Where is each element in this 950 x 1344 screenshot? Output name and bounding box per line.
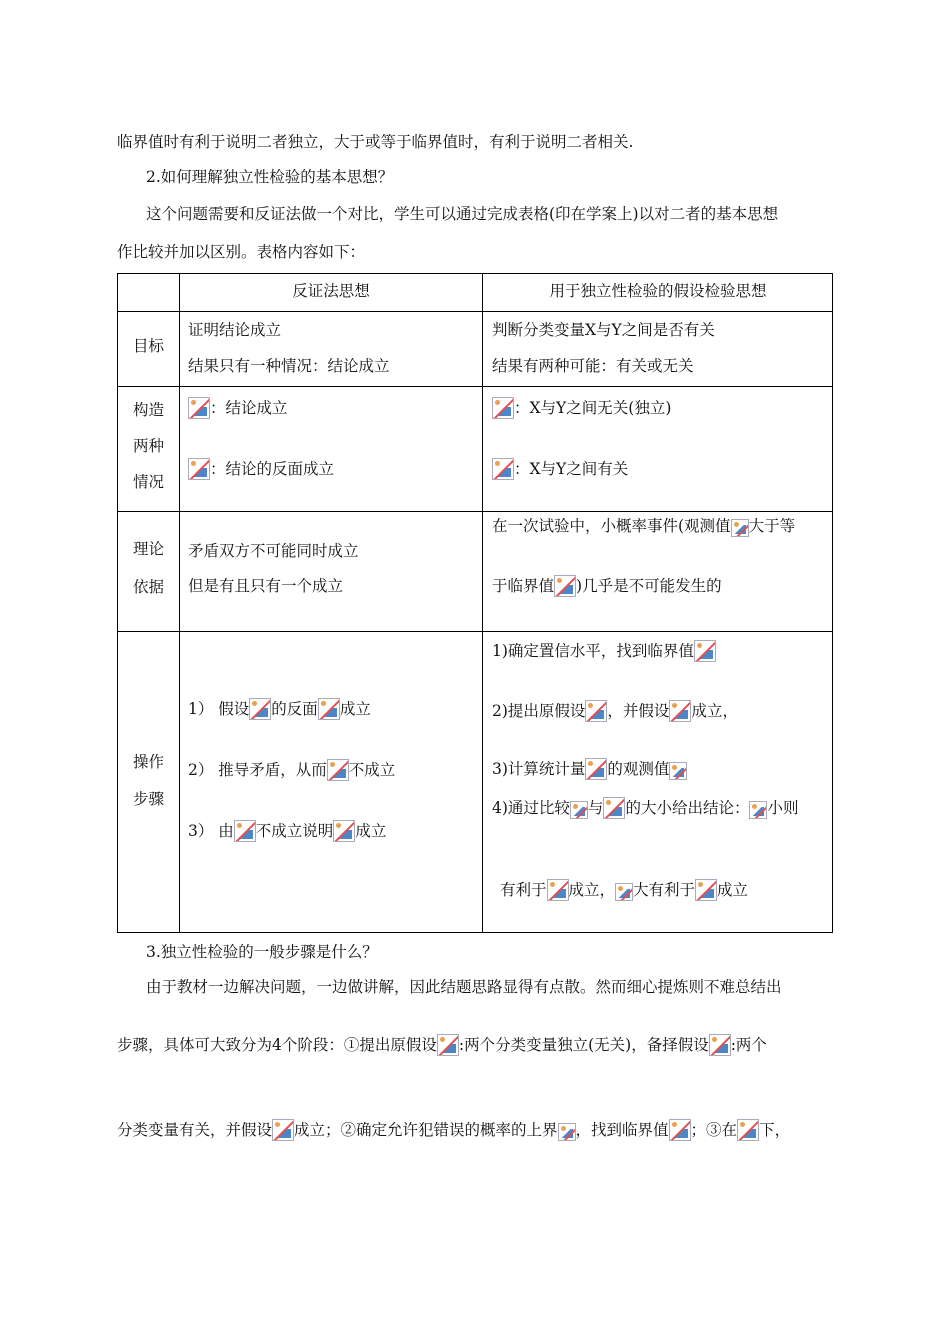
row1-col1-line2: 结果只有一种情况：结论成立 (188, 357, 390, 375)
row-label-steps-2: 步骤 (133, 790, 165, 808)
formula-image-icon (737, 1119, 759, 1141)
row4-col2-step4: 4)通过比较 与 的大小给出结论： 小则 (492, 796, 798, 819)
formula-image-icon (585, 758, 607, 780)
formula-image-icon (188, 397, 210, 419)
formula-image-icon (669, 762, 687, 780)
row2-col1-line1: ：结论成立 (188, 396, 288, 419)
formula-image-icon (318, 698, 340, 720)
row1-col2-line1: 判断分类变量X与Y之间是否有关 (492, 321, 715, 339)
row-label-theory-1: 理论 (133, 540, 165, 558)
formula-image-icon (327, 759, 349, 781)
row4-col2-step2: 2)提出原假设 ，并假设 成立， (492, 699, 738, 722)
row-label-goal: 目标 (133, 337, 165, 355)
row3-col1-line1: 矛盾双方不可能同时成立 (188, 542, 359, 560)
formula-image-icon (694, 640, 716, 662)
comparison-table (117, 273, 833, 933)
row4-col2-step3: 3)计算统计量 的观测值 (492, 757, 687, 780)
row-label-construct-1: 构造 (133, 401, 165, 419)
row-label-steps-1: 操作 (133, 753, 165, 771)
formula-image-icon (669, 1119, 691, 1141)
formula-image-icon (731, 519, 749, 537)
col-header-proof-by-contradiction: 反证法思想 (292, 282, 370, 300)
formula-image-icon (492, 397, 514, 419)
row-label-theory-2: 依据 (133, 578, 165, 596)
row1-col1-line1: 证明结论成立 (188, 321, 282, 339)
row4-col2-step5: 有利于 成立， 大有利于 成立 (500, 878, 748, 901)
row4-col1-step2: 2） 推导矛盾，从而 不成立 (188, 758, 395, 781)
formula-image-icon (272, 1119, 294, 1141)
formula-image-icon (615, 883, 633, 901)
row4-col1-step3: 3） 由 不成立说明 成立 (188, 819, 386, 842)
col-header-hypothesis-test: 用于独立性检验的假设检验思想 (549, 282, 767, 300)
intro-line: 临界值时有利于说明二者独立，大于或等于临界值时，有利于说明二者相关. (117, 133, 634, 151)
formula-image-icon (188, 458, 210, 480)
formula-image-icon (558, 1123, 576, 1141)
q2-para-line2: 作比较并加以区别。表格内容如下： (117, 243, 366, 261)
row3-col2-line1: 在一次试验中，小概率事件(观测值 大于等 (492, 514, 795, 537)
formula-image-icon (492, 458, 514, 480)
formula-image-icon (547, 879, 569, 901)
row3-col2-line2: 于临界值 )几乎是不可能发生的 (492, 574, 722, 597)
formula-image-icon (749, 801, 767, 819)
formula-image-icon (709, 1034, 731, 1056)
formula-image-icon (669, 700, 691, 722)
q3-para-line2: 步骤，具体可大致分为4个阶段：①提出原假设 :两个分类变量独立(无关)，备择假设 :两个 (117, 1033, 767, 1056)
q2-title: 2.如何理解独立性检验的基本思想？ (146, 168, 394, 186)
formula-image-icon (234, 820, 256, 842)
row4-col1-step1: 1） 假设 的反面 成立 (188, 697, 371, 720)
q3-title: 3.独立性检验的一般步骤是什么？ (146, 943, 378, 961)
row1-col2-line2: 结果有两种可能：有关或无关 (492, 357, 694, 375)
formula-image-icon (554, 575, 576, 597)
row2-col1-line2: ：结论的反面成立 (188, 457, 334, 480)
row2-col2-line2: ：X与Y之间有关 (492, 457, 628, 480)
row2-col2-line1: ：X与Y之间无关(独立) (492, 396, 671, 419)
formula-image-icon (603, 797, 625, 819)
formula-image-icon (437, 1034, 459, 1056)
formula-image-icon (695, 879, 717, 901)
formula-image-icon (585, 700, 607, 722)
row3-col1-line2: 但是有且只有一个成立 (188, 577, 344, 595)
q3-para-line1: 由于教材一边解决问题，一边做讲解，因此结题思路显得有点散。然而细心提炼则不难总结出 (146, 978, 782, 996)
q3-para-line3: 分类变量有关，并假设 成立；②确定允许犯错误的概率的上界 ，找到临界值 ；③在 下， (117, 1118, 790, 1141)
q2-para-line1: 这个问题需要和反证法做一个对比，学生可以通过完成表格(印在学案上)以对二者的基本思想 (146, 205, 779, 223)
formula-image-icon (570, 801, 588, 819)
formula-image-icon (249, 698, 271, 720)
row-label-construct-2: 两种 (133, 437, 165, 455)
row-label-construct-3: 情况 (133, 473, 165, 491)
row4-col2-step1: 1)确定置信水平，找到临界值 (492, 639, 716, 662)
formula-image-icon (333, 820, 355, 842)
